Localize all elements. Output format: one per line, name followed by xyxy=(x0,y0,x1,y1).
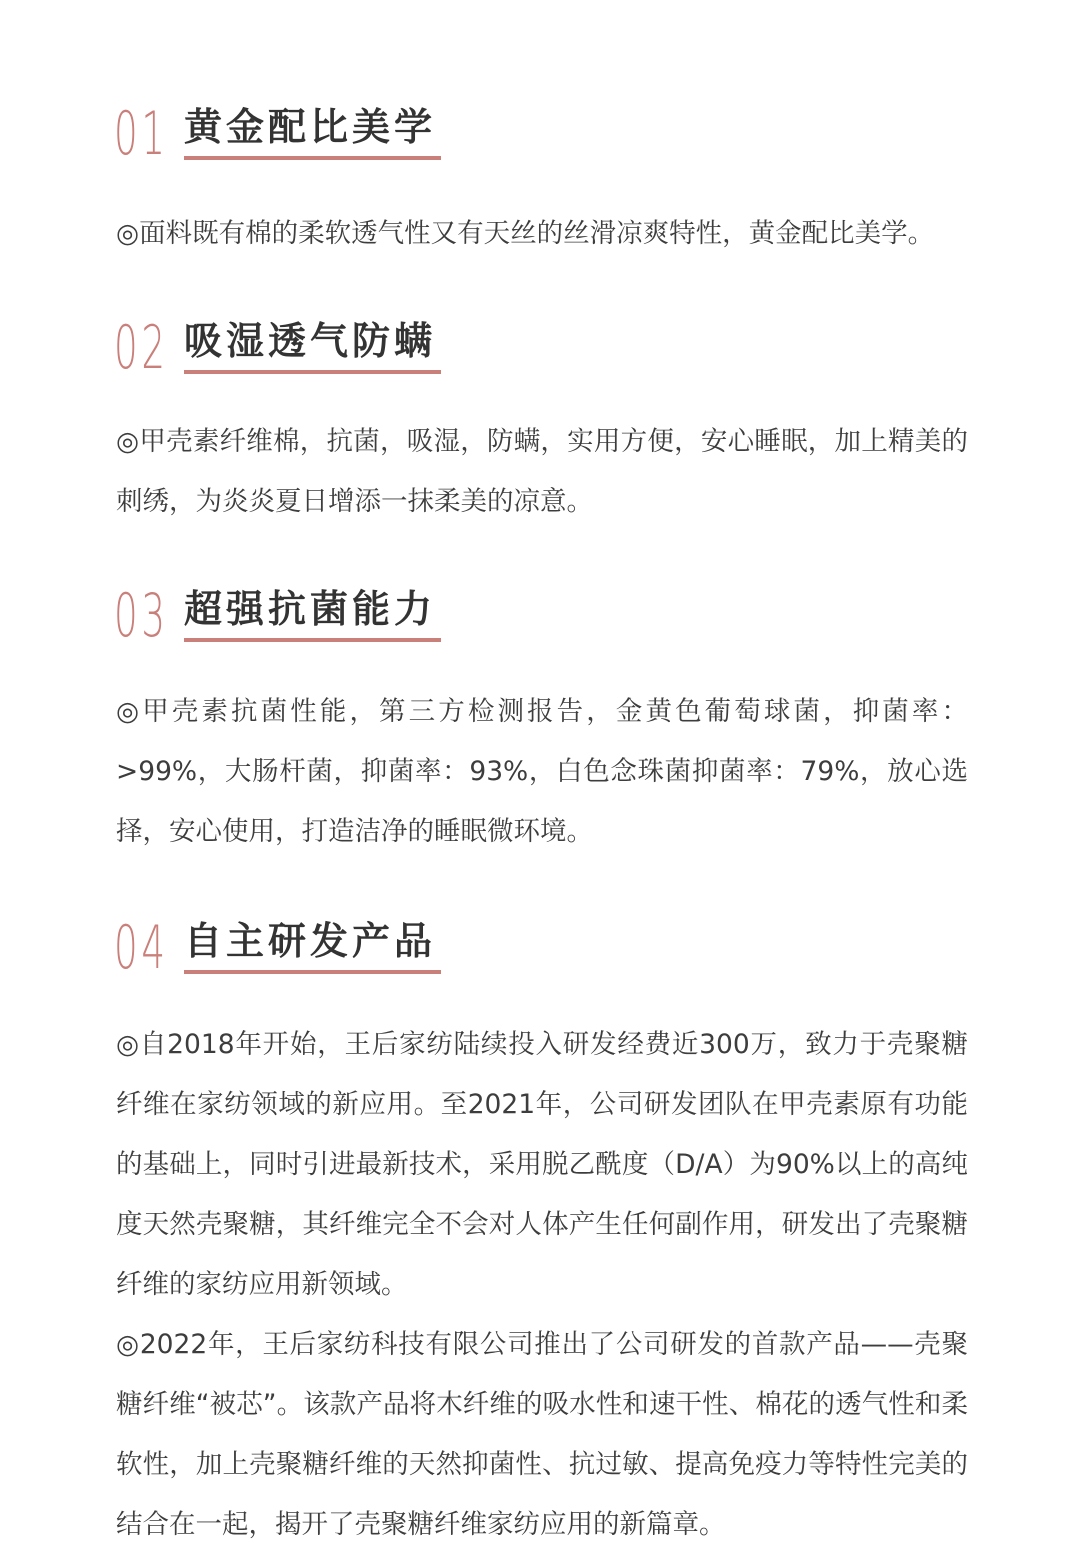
title-underline xyxy=(184,970,441,974)
title-underline xyxy=(184,638,441,642)
section-number: 02 xyxy=(114,313,169,383)
section-title: 超强抗菌能力 xyxy=(184,587,437,631)
section-01-paragraph: ◎面料既有棉的柔软透气性又有天丝的丝滑凉爽特性，黄金配比美学。 xyxy=(116,218,935,249)
title-underline xyxy=(184,156,441,160)
section-04-paragraph-1: ◎自2018年开始，王后家纺陆续投入研发经费近300万，致力于壳聚糖纤维在家纺领域的新应用。至2021年，公司研发团队在甲壳素原有功能的基础上，同时引进最新技术，采用脱乙酰度（D/A）为90%以上的高纯度天然壳聚糖，其纤维完全不会对人体产生任何副作用，研发出了壳聚糖纤维的家纺应用新领域。 xyxy=(116,1029,968,1300)
section-title: 吸湿透气防螨 xyxy=(184,319,437,363)
section-title: 黄金配比美学 xyxy=(184,105,437,149)
title-underline xyxy=(184,370,441,374)
section-03-paragraph: ◎甲壳素抗菌性能，第三方检测报告，金黄色葡萄球菌，抑菌率：>99%，大肠杆菌，抑菌率：93%，白色念珠菌抑菌率：79%，放心选择，安心使用，打造洁净的睡眠微环境。 xyxy=(116,696,968,847)
section-number: 01 xyxy=(114,99,169,169)
section-number: 04 xyxy=(114,913,169,983)
section-02-paragraph: ◎甲壳素纤维棉，抗菌，吸湿，防螨，实用方便，安心睡眠，加上精美的刺绣，为炎炎夏日增添一抹柔美的凉意。 xyxy=(116,426,968,517)
section-number: 03 xyxy=(114,581,169,651)
section-04-paragraph-2: ◎2022年，王后家纺科技有限公司推出了公司研发的首款产品——壳聚糖纤维“被芯”。该款产品将木纤维的吸水性和速干性、棉花的透气性和柔软性，加上壳聚糖纤维的天然抑菌性、抗过敏、提高免疫力等特性完美的结合在一起，揭开了壳聚糖纤维家纺应用的新篇章。 xyxy=(116,1329,968,1540)
section-title: 自主研发产品 xyxy=(184,919,437,963)
